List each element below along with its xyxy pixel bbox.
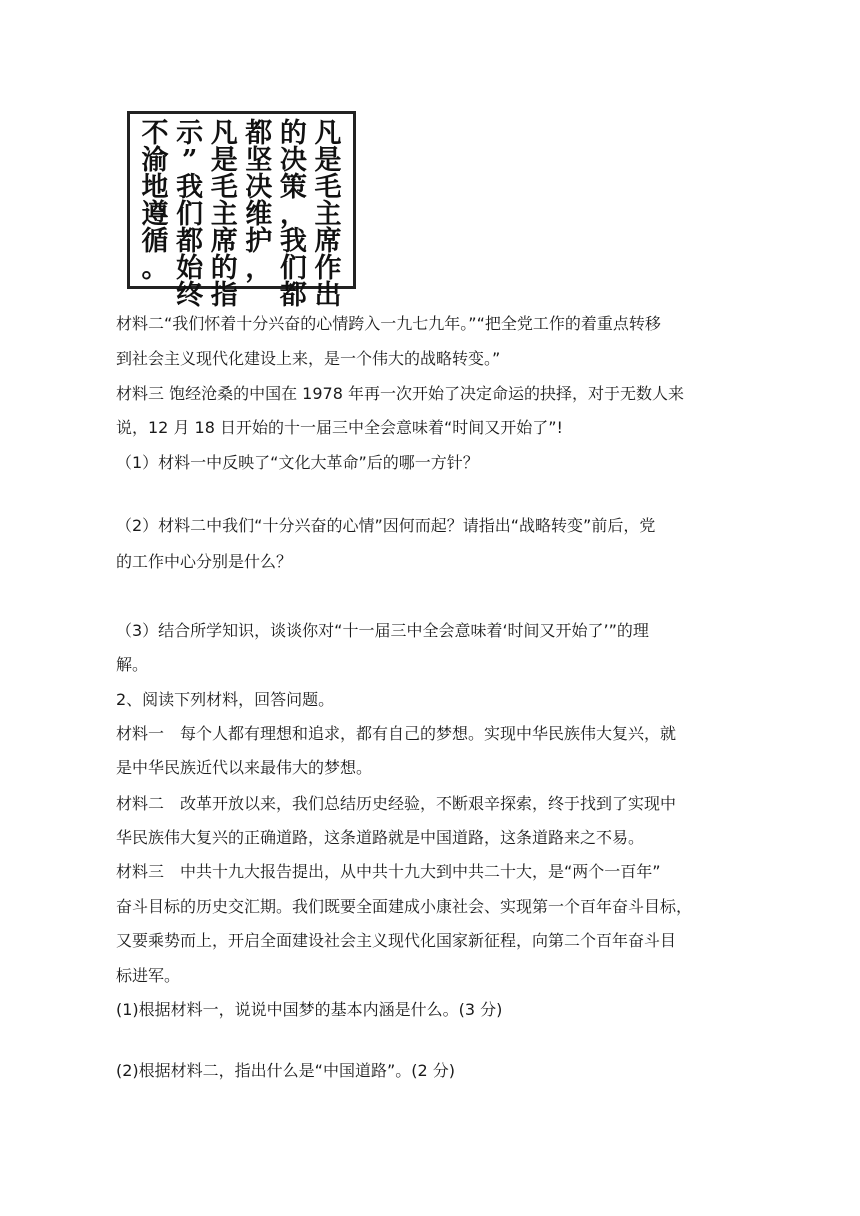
quote-column: 凡 是 毛 主 席 作 出 <box>314 118 342 311</box>
text-line: （3）结合所学知识，谈谈你对“十一届三中全会意味着‘时间又开始了’”的理 <box>116 621 649 640</box>
quote-column: 示 ” 我 们 都 始 终 <box>176 118 204 311</box>
text-line: 又要乘势而上，开启全面建设社会主义现代化国家新征程，向第二个百年奋斗目 <box>116 931 677 950</box>
text-line: （1）材料一中反映了“文化大革命”后的哪一方针？ <box>116 453 479 472</box>
text-line: 材料二“我们怀着十分兴奋的心情跨入一九七九年。”“把全党工作的着重点转移 <box>116 314 661 333</box>
text-line: (2)根据材料二，指出什么是“中国道路”。(2 分) <box>116 1061 455 1080</box>
text-line: （2）材料二中我们“十分兴奋的心情”因何而起？请指出“战略转变”前后，党 <box>116 516 656 535</box>
text-line: 说，12 月 18 日开始的十一届三中全会意味着“时间又开始了”! <box>116 418 563 437</box>
quote-column: 都 坚 决 维 护 ， <box>245 118 273 284</box>
text-line: 解。 <box>116 655 149 674</box>
text-line: 材料三 饱经沧桑的中国在 1978 年再一次开始了决定命运的抉择，对于无数人来 <box>116 384 684 403</box>
quote-column: 凡 是 毛 主 席 的 指 <box>210 118 238 311</box>
material-one-quote-image <box>127 111 356 311</box>
text-line: 材料二 改革开放以来，我们总结历史经验，不断艰辛探索，终于找到了实现中 <box>116 794 677 813</box>
text-line: 2、阅读下列材料，回答问题。 <box>116 690 335 709</box>
text-line: 是中华民族近代以来最伟大的梦想。 <box>116 758 373 777</box>
text-line: 奋斗目标的历史交汇期。我们既要全面建成小康社会、实现第一个百年奋斗目标， <box>116 897 693 916</box>
text-line: 材料三 中共十九大报告提出，从中共十九大到中共二十大，是“两个一百年” <box>116 862 661 881</box>
text-line: 的工作中心分别是什么？ <box>116 552 293 571</box>
text-line: 华民族伟大复兴的正确道路，这条道路就是中国道路，这条道路来之不易。 <box>116 828 645 847</box>
text-line: 到社会主义现代化建设上来，是一个伟大的战略转变。” <box>116 349 501 368</box>
quote-column: 的 决 策 ， 我 们 都 <box>279 118 307 311</box>
text-line: 材料一 每个人都有理想和追求，都有自己的梦想。实现中华民族伟大复兴，就 <box>116 724 677 743</box>
quote-column: 不 渝 地 遵 循 。 <box>141 118 169 284</box>
text-line: 标进军。 <box>116 966 181 985</box>
text-line: (1)根据材料一，说说中国梦的基本内涵是什么。(3 分) <box>116 1000 503 1019</box>
